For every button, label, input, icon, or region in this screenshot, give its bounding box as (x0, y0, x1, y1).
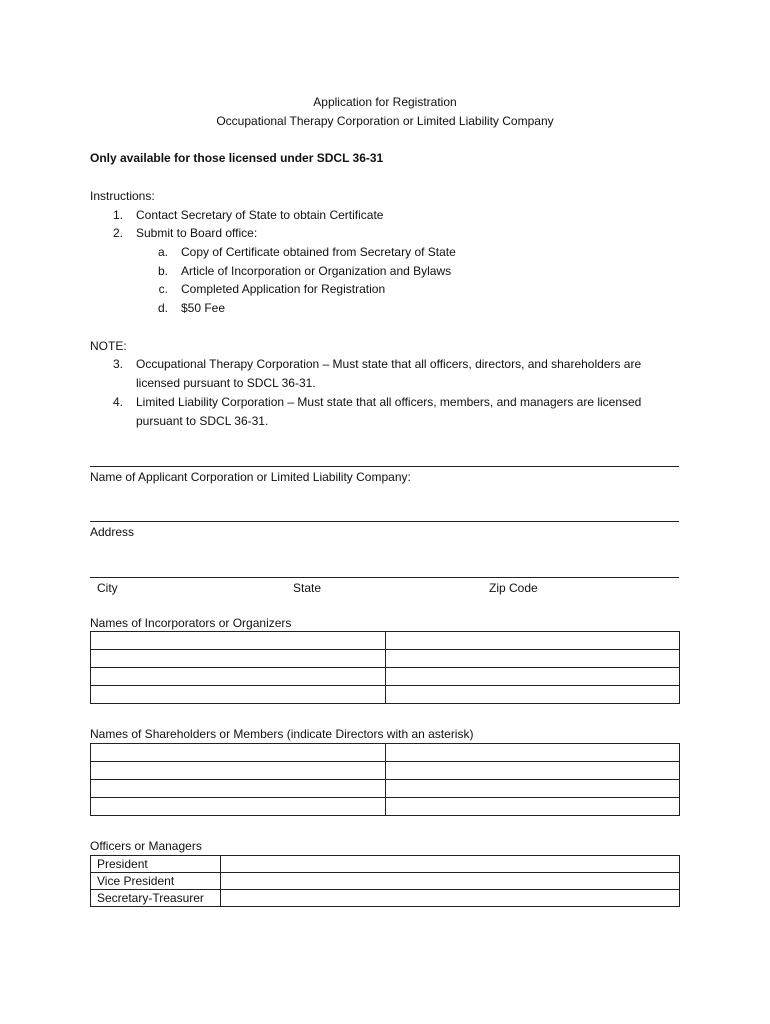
subitem-letter: b. (157, 264, 168, 278)
subitem-text: Completed Application for Registration (181, 282, 386, 296)
address-label: Address (90, 525, 135, 539)
table-cell[interactable] (91, 686, 386, 704)
incorporators-label: Names of Incorporators or Organizers (90, 616, 292, 630)
table-row (91, 668, 680, 686)
officers-label: Officers or Managers (90, 839, 202, 853)
table-cell[interactable] (91, 762, 386, 780)
city-label: City (97, 581, 118, 595)
table-row (91, 798, 680, 816)
table-cell[interactable] (385, 780, 680, 798)
table-cell[interactable] (385, 686, 680, 704)
note-number: 4. (112, 395, 123, 409)
table-row (91, 780, 680, 798)
note-text: Occupational Therapy Corporation – Must state that all officers, directors, and shareholders are (136, 357, 642, 371)
form-subtitle: Occupational Therapy Corporation or Limited Liability Company (216, 114, 554, 128)
instruction-number: 2. (112, 226, 123, 240)
form-title: Application for Registration (313, 95, 457, 109)
instruction-text: Contact Secretary of State to obtain Certificate (136, 208, 384, 222)
table-row (91, 650, 680, 668)
city-state-zip-line[interactable] (90, 577, 679, 578)
officer-role-vice-president: Vice President (91, 873, 221, 890)
address-field-line[interactable] (90, 521, 679, 522)
note-number: 3. (112, 357, 123, 371)
officer-name-cell[interactable] (220, 890, 679, 907)
table-cell[interactable] (91, 668, 386, 686)
table-cell[interactable] (91, 632, 386, 650)
table-row (91, 856, 680, 873)
table-row (91, 632, 680, 650)
table-cell[interactable] (91, 798, 386, 816)
table-row (91, 686, 680, 704)
table-cell[interactable] (91, 744, 386, 762)
table-cell[interactable] (385, 668, 680, 686)
note-heading: NOTE: (90, 339, 127, 353)
shareholders-label: Names of Shareholders or Members (indicate Directors with an asterisk) (90, 727, 474, 741)
zip-code-label: Zip Code (489, 581, 538, 595)
instructions-heading: Instructions: (90, 189, 155, 203)
subitem-text: Article of Incorporation or Organization and Bylaws (181, 264, 452, 278)
note-text: Limited Liability Corporation – Must state that all officers, members, and managers are licensed (136, 395, 642, 409)
table-row (91, 744, 680, 762)
table-row (91, 873, 680, 890)
subitem-letter: a. (157, 245, 168, 259)
eligibility-note: Only available for those licensed under SDCL 36-31 (90, 151, 384, 165)
officer-name-cell[interactable] (220, 856, 679, 873)
officers-table (90, 855, 680, 907)
table-cell[interactable] (385, 744, 680, 762)
note-text-continued: pursuant to SDCL 36-31. (136, 414, 269, 428)
table-cell[interactable] (91, 780, 386, 798)
subitem-letter: d. (157, 301, 168, 315)
shareholders-table (90, 743, 680, 816)
note-text-continued: licensed pursuant to SDCL 36-31. (136, 376, 316, 390)
instruction-number: 1. (112, 208, 123, 222)
table-cell[interactable] (385, 632, 680, 650)
table-cell[interactable] (91, 650, 386, 668)
subitem-text: Copy of Certificate obtained from Secretary of State (181, 245, 456, 259)
subitem-text: $50 Fee (181, 301, 226, 315)
subitem-letter: c. (158, 282, 168, 296)
table-cell[interactable] (385, 798, 680, 816)
officer-role-president: President (91, 856, 221, 873)
table-row (91, 890, 680, 907)
table-cell[interactable] (385, 650, 680, 668)
applicant-name-label: Name of Applicant Corporation or Limited Liability Company: (90, 470, 411, 484)
officer-role-secretary-treasurer: Secretary-Treasurer (91, 890, 221, 907)
table-row (91, 762, 680, 780)
officer-name-cell[interactable] (220, 873, 679, 890)
name-field-line[interactable] (90, 466, 679, 467)
state-label: State (293, 581, 322, 595)
table-cell[interactable] (385, 762, 680, 780)
instruction-text: Submit to Board office: (136, 226, 258, 240)
incorporators-table (90, 631, 680, 704)
